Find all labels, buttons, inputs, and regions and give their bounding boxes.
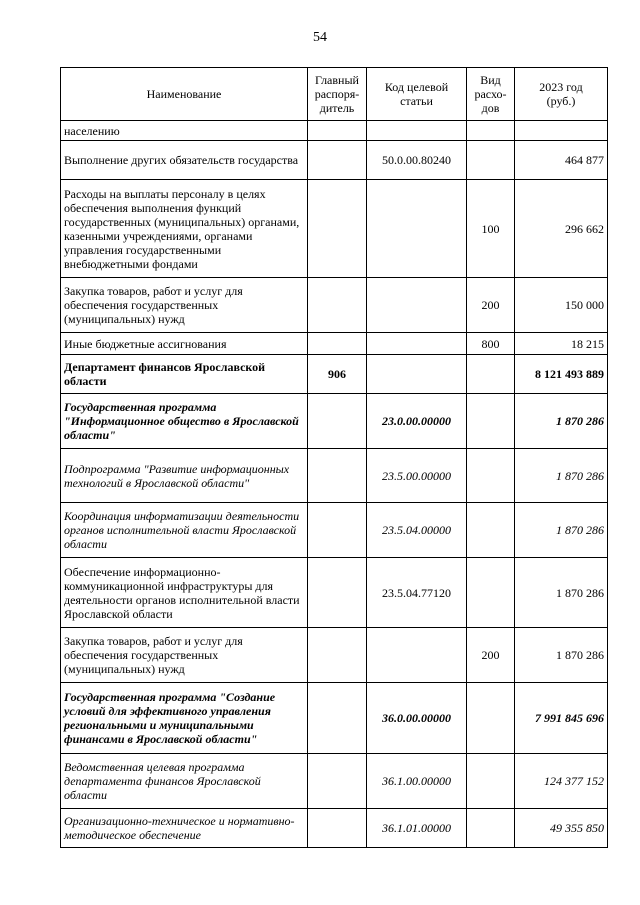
row-target-code: 36.1.00.00000 bbox=[367, 754, 467, 809]
header-vr-line3: дов bbox=[481, 101, 500, 115]
row-chief-manager bbox=[308, 683, 367, 754]
table-row bbox=[61, 121, 608, 141]
row-target-code: 23.0.00.00000 bbox=[367, 394, 467, 449]
row-chief-manager bbox=[308, 394, 367, 449]
page-number: 54 bbox=[313, 30, 327, 45]
table-row bbox=[61, 558, 608, 628]
row-target-code bbox=[367, 121, 467, 141]
row-chief-manager bbox=[308, 278, 367, 333]
row-name: Закупка товаров, работ и услуг для обеспечения государственных (муниципальных) нужд bbox=[61, 278, 308, 333]
row-name: Выполнение других обязательств государства bbox=[61, 141, 308, 180]
row-expense-type bbox=[467, 449, 515, 503]
row-target-code: 50.0.00.80240 bbox=[367, 141, 467, 180]
table-row bbox=[61, 394, 608, 449]
row-amount: 124 377 152 bbox=[515, 754, 608, 809]
table-row bbox=[61, 355, 608, 394]
row-chief-manager bbox=[308, 121, 367, 141]
header-code-line1: Код целевой bbox=[384, 80, 449, 94]
table-row bbox=[61, 333, 608, 355]
table-row bbox=[61, 754, 608, 809]
row-expense-type bbox=[467, 141, 515, 180]
row-chief-manager bbox=[308, 503, 367, 558]
row-expense-type: 200 bbox=[467, 628, 515, 683]
header-amount bbox=[515, 68, 608, 121]
row-amount: 7 991 845 696 bbox=[515, 683, 608, 754]
header-vr-line1: Вид bbox=[480, 73, 501, 87]
row-expense-type bbox=[467, 355, 515, 394]
row-name: Подпрограмма "Развитие информационных технологий в Ярославской области" bbox=[61, 449, 308, 503]
header-gr-line2: распоря- bbox=[314, 87, 360, 101]
row-amount bbox=[515, 121, 608, 141]
header-gr-line3: дитель bbox=[319, 101, 355, 115]
row-chief-manager: 906 bbox=[308, 355, 367, 394]
row-name: Обеспечение информационно-коммуникационной инфраструктуры для деятельности органов исполнительной власти Ярославской области bbox=[61, 558, 308, 628]
table-row bbox=[61, 141, 608, 180]
budget-table bbox=[60, 67, 608, 848]
row-chief-manager bbox=[308, 141, 367, 180]
row-name: Государственная программа "Создание условий для эффективного управления региональными и муниципальными финансами в Ярославской области" bbox=[61, 683, 308, 754]
row-chief-manager bbox=[308, 180, 367, 278]
row-amount: 464 877 bbox=[515, 141, 608, 180]
row-expense-type bbox=[467, 809, 515, 848]
row-chief-manager bbox=[308, 558, 367, 628]
row-amount: 1 870 286 bbox=[515, 394, 608, 449]
row-amount: 1 870 286 bbox=[515, 503, 608, 558]
row-expense-type bbox=[467, 503, 515, 558]
row-target-code: 23.5.00.00000 bbox=[367, 449, 467, 503]
header-amount-line1: 2023 год bbox=[539, 80, 583, 94]
header-chief-manager bbox=[308, 68, 367, 121]
row-target-code bbox=[367, 278, 467, 333]
header-amount-line2: (руб.) bbox=[546, 94, 576, 108]
row-name: Организационно-техническое и нормативно-методическое обеспечение bbox=[61, 809, 308, 848]
header-name: Наименование bbox=[61, 68, 308, 121]
row-name: населению bbox=[61, 121, 308, 141]
row-target-code: 23.5.04.77120 bbox=[367, 558, 467, 628]
row-expense-type bbox=[467, 683, 515, 754]
row-target-code: 36.1.01.00000 bbox=[367, 809, 467, 848]
header-gr-line1: Главный bbox=[315, 73, 359, 87]
table-body bbox=[61, 121, 608, 848]
table-header-row bbox=[61, 68, 608, 121]
header-expense-type bbox=[467, 68, 515, 121]
row-amount: 1 870 286 bbox=[515, 558, 608, 628]
table-row bbox=[61, 278, 608, 333]
row-amount: 8 121 493 889 bbox=[515, 355, 608, 394]
row-name: Департамент финансов Ярославской области bbox=[61, 355, 308, 394]
row-name: Государственная программа "Информационное общество в Ярославской области" bbox=[61, 394, 308, 449]
row-chief-manager bbox=[308, 333, 367, 355]
row-chief-manager bbox=[308, 449, 367, 503]
row-expense-type: 800 bbox=[467, 333, 515, 355]
row-target-code: 23.5.04.00000 bbox=[367, 503, 467, 558]
table-row bbox=[61, 503, 608, 558]
row-amount: 1 870 286 bbox=[515, 449, 608, 503]
row-amount: 1 870 286 bbox=[515, 628, 608, 683]
header-vr-line2: расхо- bbox=[474, 87, 507, 101]
row-name: Иные бюджетные ассигнования bbox=[61, 333, 308, 355]
row-name: Ведомственная целевая программа департамента финансов Ярославской области bbox=[61, 754, 308, 809]
row-amount: 296 662 bbox=[515, 180, 608, 278]
row-amount: 150 000 bbox=[515, 278, 608, 333]
row-amount: 49 355 850 bbox=[515, 809, 608, 848]
row-target-code bbox=[367, 355, 467, 394]
row-name: Закупка товаров, работ и услуг для обеспечения государственных (муниципальных) нужд bbox=[61, 628, 308, 683]
table-row bbox=[61, 683, 608, 754]
header-code-line2: статьи bbox=[400, 94, 433, 108]
header-target-code bbox=[367, 68, 467, 121]
row-target-code: 36.0.00.00000 bbox=[367, 683, 467, 754]
row-expense-type bbox=[467, 754, 515, 809]
row-target-code bbox=[367, 628, 467, 683]
row-target-code bbox=[367, 180, 467, 278]
table-row bbox=[61, 449, 608, 503]
row-amount: 18 215 bbox=[515, 333, 608, 355]
row-name: Координация информатизации деятельности органов исполнительной власти Ярославской области bbox=[61, 503, 308, 558]
row-expense-type bbox=[467, 558, 515, 628]
row-chief-manager bbox=[308, 809, 367, 848]
row-chief-manager bbox=[308, 754, 367, 809]
table-row bbox=[61, 809, 608, 848]
row-chief-manager bbox=[308, 628, 367, 683]
table-row bbox=[61, 180, 608, 278]
table-row bbox=[61, 628, 608, 683]
row-expense-type: 100 bbox=[467, 180, 515, 278]
row-expense-type bbox=[467, 121, 515, 141]
row-expense-type bbox=[467, 394, 515, 449]
row-expense-type: 200 bbox=[467, 278, 515, 333]
row-name: Расходы на выплаты персоналу в целях обеспечения выполнения функций государственных (муниципальных) органами, казенными учреждениями, органами управления государственными внебюджетными фондами bbox=[61, 180, 308, 278]
row-target-code bbox=[367, 333, 467, 355]
